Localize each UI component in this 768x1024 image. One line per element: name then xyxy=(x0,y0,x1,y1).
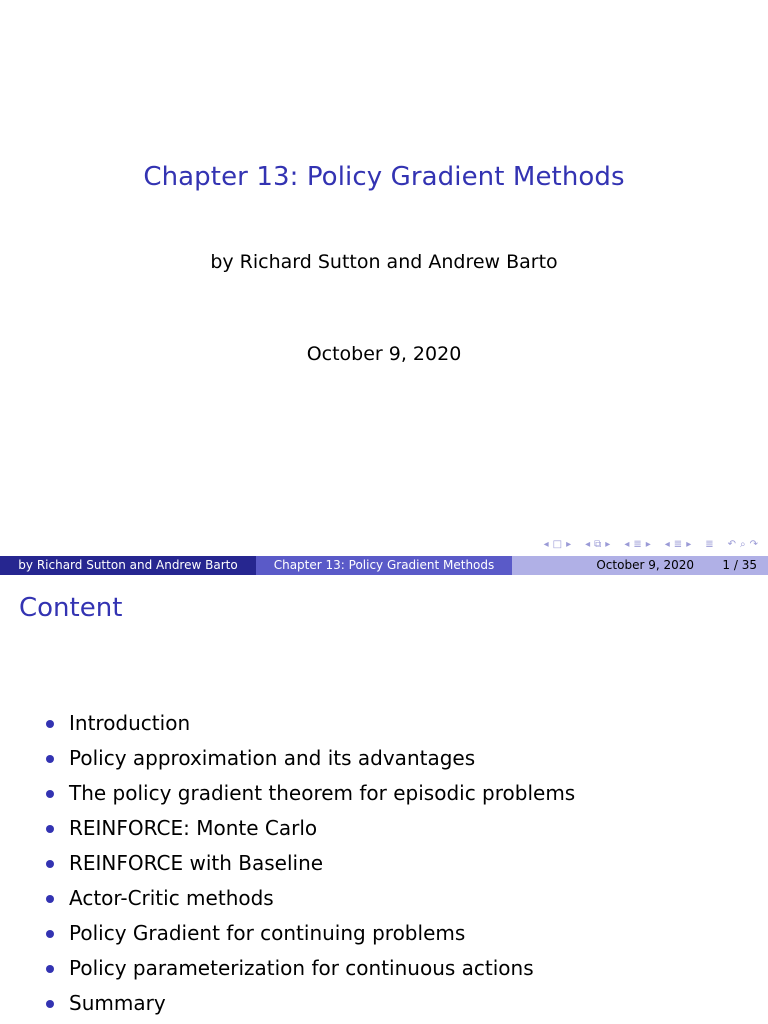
content-slide xyxy=(0,576,768,1024)
table-of-contents xyxy=(46,706,575,1021)
footer-date: October 9, 2020 xyxy=(596,558,694,572)
nav-frame-icon[interactable]: □ xyxy=(552,539,563,550)
list-item: Summary xyxy=(46,986,575,1021)
slide-title: Chapter 13: Policy Gradient Methods xyxy=(143,162,625,192)
list-item: Actor-Critic methods xyxy=(46,881,575,916)
nav-doc-icon[interactable]: ≣ xyxy=(673,539,683,550)
list-item: The policy gradient theorem for episodic problems xyxy=(46,776,575,811)
bullet-icon xyxy=(46,930,54,938)
bullet-icon xyxy=(46,860,54,868)
list-item: Policy parameterization for continuous actions xyxy=(46,951,575,986)
footer-info xyxy=(512,556,768,575)
nav-subsection-icon[interactable]: ⧉ xyxy=(594,539,602,550)
nav-subsection-left-icon[interactable]: ◂ xyxy=(585,539,591,550)
nav-section-right-icon[interactable]: ▸ xyxy=(645,539,651,550)
nav-appendix-icon[interactable]: ≣ xyxy=(705,539,714,550)
bullet-icon xyxy=(46,720,54,728)
bullet-icon xyxy=(46,895,54,903)
nav-subsection-right-icon[interactable]: ▸ xyxy=(605,539,611,550)
footer-author: by Richard Sutton and Andrew Barto xyxy=(0,556,256,575)
list-item: REINFORCE: Monte Carlo xyxy=(46,811,575,846)
bullet-icon xyxy=(46,965,54,973)
nav-forward-icon[interactable]: ↷ xyxy=(749,539,758,550)
bullet-icon xyxy=(46,790,54,798)
beamer-navigation-bar xyxy=(542,538,760,552)
nav-frame-right-icon[interactable]: ▸ xyxy=(566,539,572,550)
nav-back-icon[interactable]: ↶ xyxy=(727,539,736,550)
list-item: Introduction xyxy=(46,706,575,741)
nav-frame-left-icon[interactable]: ◂ xyxy=(543,539,549,550)
slide-author: by Richard Sutton and Andrew Barto xyxy=(210,251,558,273)
nav-section-icon[interactable]: ≣ xyxy=(633,539,642,550)
nav-section-left-icon[interactable]: ◂ xyxy=(624,539,630,550)
list-item: REINFORCE with Baseline xyxy=(46,846,575,881)
nav-doc-left-icon[interactable]: ◂ xyxy=(664,539,670,550)
bullet-icon xyxy=(46,755,54,763)
list-item: Policy Gradient for continuing problems xyxy=(46,916,575,951)
bullet-icon xyxy=(46,1000,54,1008)
bullet-icon xyxy=(46,825,54,833)
slide-footer xyxy=(0,556,768,575)
frame-title: Content xyxy=(19,593,123,623)
nav-search-icon[interactable]: ⌕ xyxy=(740,539,746,550)
slide-date: October 9, 2020 xyxy=(306,343,462,365)
list-item: Policy approximation and its advantages xyxy=(46,741,575,776)
nav-doc-right-icon[interactable]: ▸ xyxy=(686,539,692,550)
footer-title: Chapter 13: Policy Gradient Methods xyxy=(256,556,512,575)
footer-page-number: 1 / 35 xyxy=(722,558,757,572)
